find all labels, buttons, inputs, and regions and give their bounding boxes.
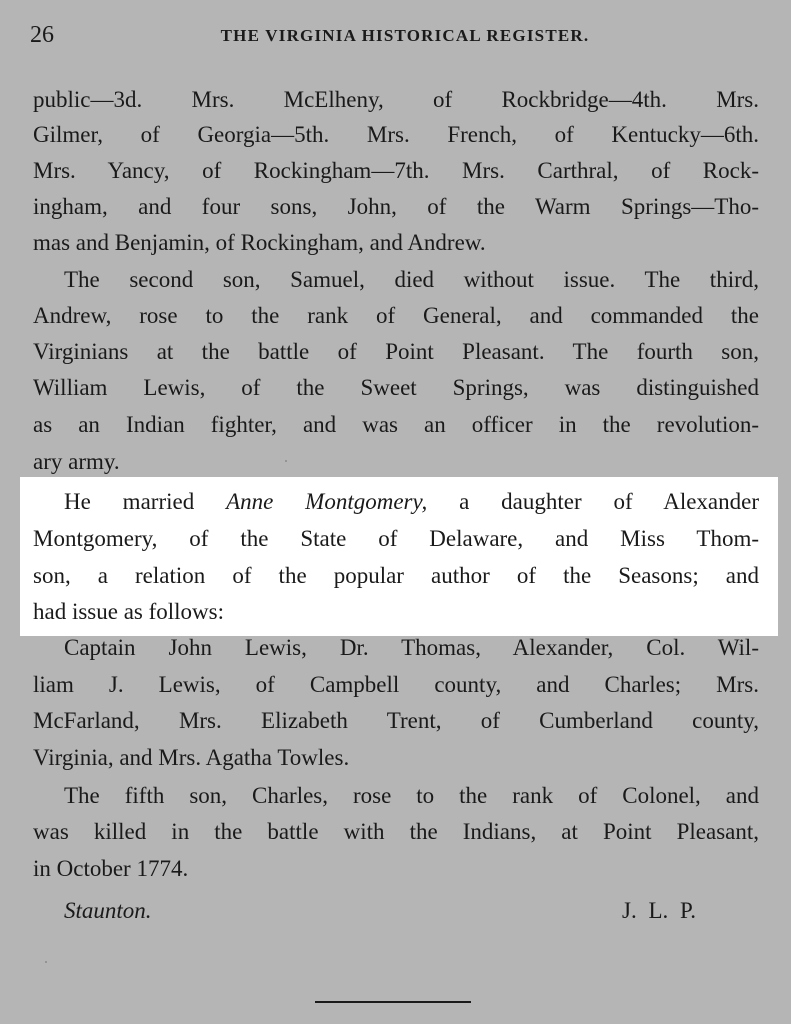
text-line: liam J. Lewis, of Campbell county, and Charles; Mrs.: [33, 672, 759, 697]
text-line: The second son, Samuel, died without issue. The third,: [64, 267, 759, 292]
text-line: public—3d. Mrs. McElheny, of Rockbridge—4th. Mrs.: [33, 87, 759, 112]
text-line: son, a relation of the popular author of the Seasons; and: [33, 563, 759, 588]
signature-place: Staunton.: [64, 898, 152, 923]
italic-name: Anne Montgomery,: [226, 489, 428, 514]
text-line: ary army.: [33, 449, 120, 474]
text-line: Gilmer, of Georgia—5th. Mrs. French, of Kentucky—6th.: [33, 122, 759, 147]
text-line: had issue as follows:: [33, 599, 225, 624]
text-line: William Lewis, of the Sweet Springs, was distinguished: [33, 375, 759, 400]
paper-speck: [285, 460, 287, 462]
paper-speck: [45, 961, 47, 963]
text-line: in October 1774.: [33, 856, 189, 881]
text-run: He married: [64, 489, 227, 514]
text-line: Montgomery, of the State of Delaware, and Miss Thom-: [33, 526, 759, 551]
text-line: Mrs. Yancy, of Rockingham—7th. Mrs. Carthral, of Rock-: [33, 158, 759, 183]
text-line: Captain John Lewis, Dr. Thomas, Alexander, Col. Wil-: [64, 635, 759, 660]
text-line: McFarland, Mrs. Elizabeth Trent, of Cumberland county,: [33, 708, 759, 733]
text-line: was killed in the battle with the Indians, at Point Pleasant,: [33, 819, 759, 844]
text-line: Andrew, rose to the rank of General, and commanded the: [33, 303, 759, 328]
signature-initials: J. L. P.: [622, 898, 696, 923]
text-line: ingham, and four sons, John, of the Warm Springs—Tho-: [33, 194, 759, 219]
text-line: as an Indian fighter, and was an officer in the revolution-: [33, 412, 759, 437]
text-line: Virginia, and Mrs. Agatha Towles.: [33, 745, 350, 770]
end-rule: [315, 1001, 471, 1003]
text-line: mas and Benjamin, of Rockingham, and Andrew.: [33, 230, 486, 255]
page-number: 26: [30, 22, 54, 48]
text-run: a daughter of Alexander: [427, 489, 759, 514]
text-line: The fifth son, Charles, rose to the rank of Colonel, and: [64, 783, 759, 808]
text-line: [64, 487, 759, 517]
text-line: Virginians at the battle of Point Pleasant. The fourth son,: [33, 339, 759, 364]
running-head: THE VIRGINIA HISTORICAL REGISTER.: [220, 26, 590, 45]
